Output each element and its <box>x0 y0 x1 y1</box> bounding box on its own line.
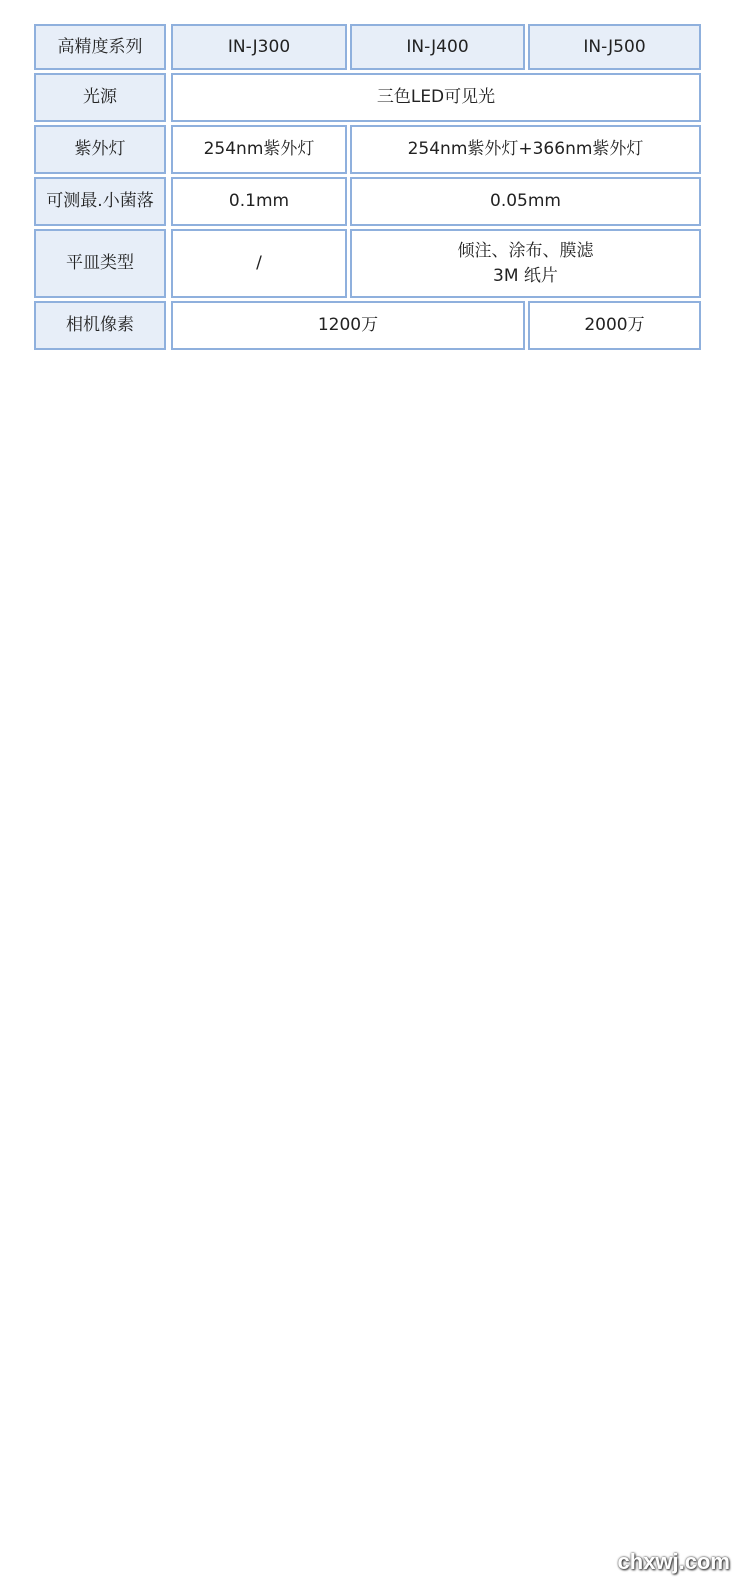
row-label-cell <box>34 73 166 122</box>
row-label-cell-text: 平皿类型 <box>66 253 134 273</box>
row-value-cell-text: 倾注、涂布、膜滤 3M 纸片 <box>457 240 594 286</box>
row-label-cell-text: 相机像素 <box>66 315 134 335</box>
header-label-cell <box>34 24 166 70</box>
row-value-cell <box>350 125 701 174</box>
header-model-cell-text: IN-J400 <box>406 36 469 57</box>
row-value-cell <box>171 229 347 298</box>
row-value-cell <box>350 229 701 298</box>
row-value-cell-text: 254nm紫外灯+366nm紫外灯 <box>407 139 644 159</box>
header-model-cell <box>350 24 525 70</box>
row-label-cell-text: 光源 <box>83 87 117 107</box>
row-label-cell <box>34 177 166 226</box>
row-value-cell-text: 2000万 <box>584 315 645 335</box>
row-label-cell <box>34 125 166 174</box>
row-label-cell <box>34 301 166 350</box>
row-label-cell-text: 可测最.小菌落 <box>46 191 154 211</box>
row-label-cell <box>34 229 166 298</box>
row-value-cell <box>171 73 701 122</box>
row-value-cell-text: 254nm紫外灯 <box>203 139 315 159</box>
header-model-cell-text: IN-J500 <box>583 36 646 57</box>
row-value-cell <box>171 125 347 174</box>
row-label-cell-text: 紫外灯 <box>74 139 126 159</box>
watermark: chxwj.com <box>617 1549 730 1574</box>
header-model-cell <box>528 24 701 70</box>
header-model-cell-text: IN-J300 <box>227 36 291 57</box>
row-value-cell-text: 1200万 <box>317 315 379 335</box>
row-value-cell-text: 三色LED可见光 <box>376 87 496 107</box>
row-value-cell <box>528 301 701 350</box>
header-label-cell-text: 高精度系列 <box>57 36 143 57</box>
row-value-cell-text: / <box>256 253 262 273</box>
header-model-cell <box>171 24 347 70</box>
row-value-cell <box>171 301 525 350</box>
row-value-cell <box>350 177 701 226</box>
row-value-cell-text: 0.05mm <box>490 191 561 211</box>
row-value-cell <box>171 177 347 226</box>
row-value-cell-text: 0.1mm <box>228 191 290 211</box>
